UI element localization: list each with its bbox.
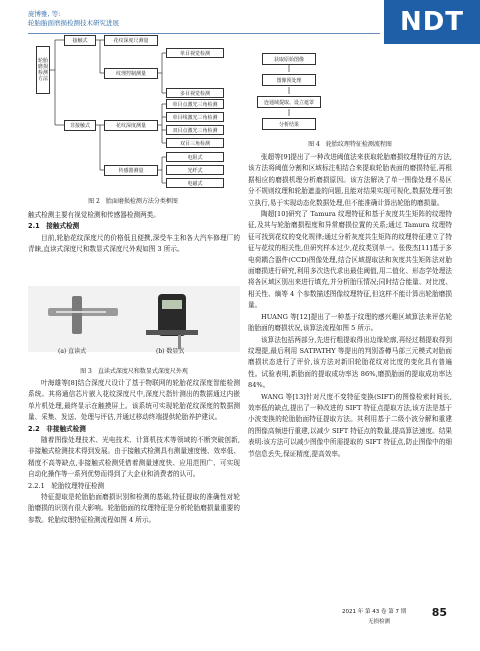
fig2-leaf-5: 双目点激光三角检测 <box>166 125 224 135</box>
section-2-1-heading: 2.1 接触式检测 <box>28 222 80 231</box>
right-para-5: WANG 等[13]针对尺度不变特征变换(SIFT)的图像检索时间长,效率低的缺点,提出了一种改进的 SIFT 特征点提取方法,该方法是基于小波变换的轮胎胎面特征提取方法。其利用基于二级小波分解和重建的图像高频进行重建,以减少 SIFT 特征点的数量,提高算法速度。结果表明:该方法可以减少图像中所需提取的 SIFT 特征点,防止图像中的细节信息丢失,保证精度,提高效率。 <box>248 392 452 458</box>
left-para-4: 随着图像处理技术、光电技术、计算机技术等领域的不断突破创新,非接触式检测技术得到发展。由于接触式检测具有测量速度慢、效率低、精度不高等缺点,非接触式检测凭借着测量速度快、应用范围广、可实现自动化操作等一系列优势而得到了大企业和消费者的认可。 <box>28 436 240 479</box>
fig2-texture-ctrl: 纹理控制测量 <box>104 68 158 79</box>
footer-issue: 2021 年 第 43 卷 第 7 期 <box>342 609 407 615</box>
fig2-depth-gauge: 花纹深度尺测量 <box>104 35 158 46</box>
fig3-label-b: (b) 数显式 <box>156 348 185 355</box>
right-para-3: HUANG 等[12]提出了一种基于纹理的感兴趣区域算法来评估轮胎胎面的磨损状况,该算法流程如图 5 所示。 <box>248 312 452 333</box>
footer-journal: 无损检测 <box>368 619 391 625</box>
fig2-leaf-9: 电磁式 <box>166 178 224 188</box>
fig4-box-2: 图像预处理 <box>262 74 316 86</box>
fig2-caption: 图 2 胎面磨损检测方法分类框图 <box>88 198 178 205</box>
right-para-2: 陶超[10]研究了 Tamura 纹理特征和基于灰度共生矩阵的纹理特征,及其与轮胎磨损程度和异常磨损位置的关系;通过 Tamura 纹理特征可找到花纹的变化规律;通过分析灰度共生矩阵的纹理特征建立了特征与花纹的相关性,但研究样本过少,花纹类别单一。张俊杰[11]基于多电荷耦合器件(CCD)图像处理,结合区域提取法和灰度共生矩阵法对胎面磨损进行研究,利用多次迭代求出最佳阈值,用二值化、形态学处理法将各区域区别出来进行填充,并分析胎压情况;同时结合能量、对比度、相关性、熵等 4 个参数描述图像纹理特征,但这样不能计算出轮胎磨损量。 <box>248 210 452 310</box>
fig2-sensor: 传感器测量 <box>104 165 158 176</box>
right-para-4: 该算法包括两部分,先进行粗提取得出边缘轮廓,再经过精提取得到纹理提,最后利用 SATPATHY 等提出的判别香樽马部三元模式对胎面磨损状态进行了评价,该方法对新旧轮胎花纹对比度的变化具有普遍性。试验表明,新胎面的提取成功率达 86%,磨损胎面的提取成功率达 84%。 <box>248 335 452 390</box>
fig2-leaf-4: 单目线激光三角检测 <box>166 112 224 122</box>
figure-3 <box>28 286 240 362</box>
fig2-leaf-7: 电阻式 <box>166 152 224 162</box>
section-2-2-1-heading: 2.2.1 轮胎纹理特征检测 <box>28 481 105 490</box>
left-para-2: 目前,轮胎花纹深度尺的价格低且便携,深受车主和各大汽车修理厂的青睐,直读式深度尺和数显式深度尺外观如图 3 所示。 <box>28 233 240 254</box>
fig4-caption: 图 4 轮胎纹理特征检测流程图 <box>308 141 392 148</box>
fig2-leaf-2: 多目视觉检测 <box>166 88 224 98</box>
fig4-box-1: 获取原始图像 <box>262 53 316 65</box>
header-title: 轮胎胎面磨损检测技术研究进展 <box>28 19 119 27</box>
section-2-2-heading: 2.2 非接触式检测 <box>28 424 86 433</box>
fig4-box-4: 分析结果 <box>262 118 316 130</box>
fig2-leaf-3: 单目点激光三角检测 <box>166 99 224 109</box>
fig2-texture-vision: 花纹深度测量 <box>104 120 158 131</box>
left-para-3: 叶海雄等[8]结合深度尺设计了基于物联网的轮胎花纹深度智能检测系统。其将通信芯片嵌入花纹深度尺中,深度尺指针测出的数据通过内嵌单片机处理,最终显示在触摸屏上。该系统可实现轮胎花纹深度的数据测量、采集、发送、处理与评估,并通过移动终端提供轮胎养护建议。 <box>28 379 240 422</box>
fig3-label-a: (a) 直读式 <box>58 348 87 355</box>
page-number: 85 <box>431 606 447 619</box>
fig2-leaf-6: 双目三角检测 <box>166 138 224 148</box>
fig4-box-3: 连通域提取、设立遮罩 <box>257 96 321 108</box>
right-para-1: 张超等[9]提出了一种改进阈值法来获取轮胎磨损纹理特征的方法,该方法将阈值分割和区域标注相结合来提取轮胎表面的磨损特征,再根据相应的磨损机理分析磨损原因。该方法解决了单一图像处理不易区分不规则纹理和轮胎遮盖的问题,且能对结果实现可视化,数据处理可独立执行,易于实现动态化数据处理,但不能准确计算出轮胎的磨损量。 <box>248 153 452 207</box>
fig2-root: 轮胎磨损检测方法 <box>36 46 50 94</box>
fig2-contact: 接触式 <box>64 35 96 46</box>
left-para-1: 触式检测主要有视觉检测和传感器检测两类。 <box>28 211 160 219</box>
fig2-non-contact: 非接触式 <box>64 120 96 131</box>
header-authors: 庞博雅, 等: <box>28 10 61 18</box>
fig4-arrows <box>0 0 480 150</box>
journal-logo: NDT <box>384 0 480 44</box>
fig3-caption: 图 3 直读式深度尺和数显式深度尺外观 <box>80 368 188 375</box>
fig2-leaf-8: 光纤式 <box>166 165 224 175</box>
fig3-photos <box>28 286 240 352</box>
fig2-leaf-1: 单目视觉检测 <box>166 48 224 58</box>
left-para-5: 特征提取是轮胎胎面磨损识别和检测的基础,特征提取的准确性对轮胎磨损的识别有很大影响。轮胎胎面的纹理特征是分析轮胎磨损量重要的参数。轮胎纹理特征检测流程如图 4 所示。 <box>28 493 240 524</box>
